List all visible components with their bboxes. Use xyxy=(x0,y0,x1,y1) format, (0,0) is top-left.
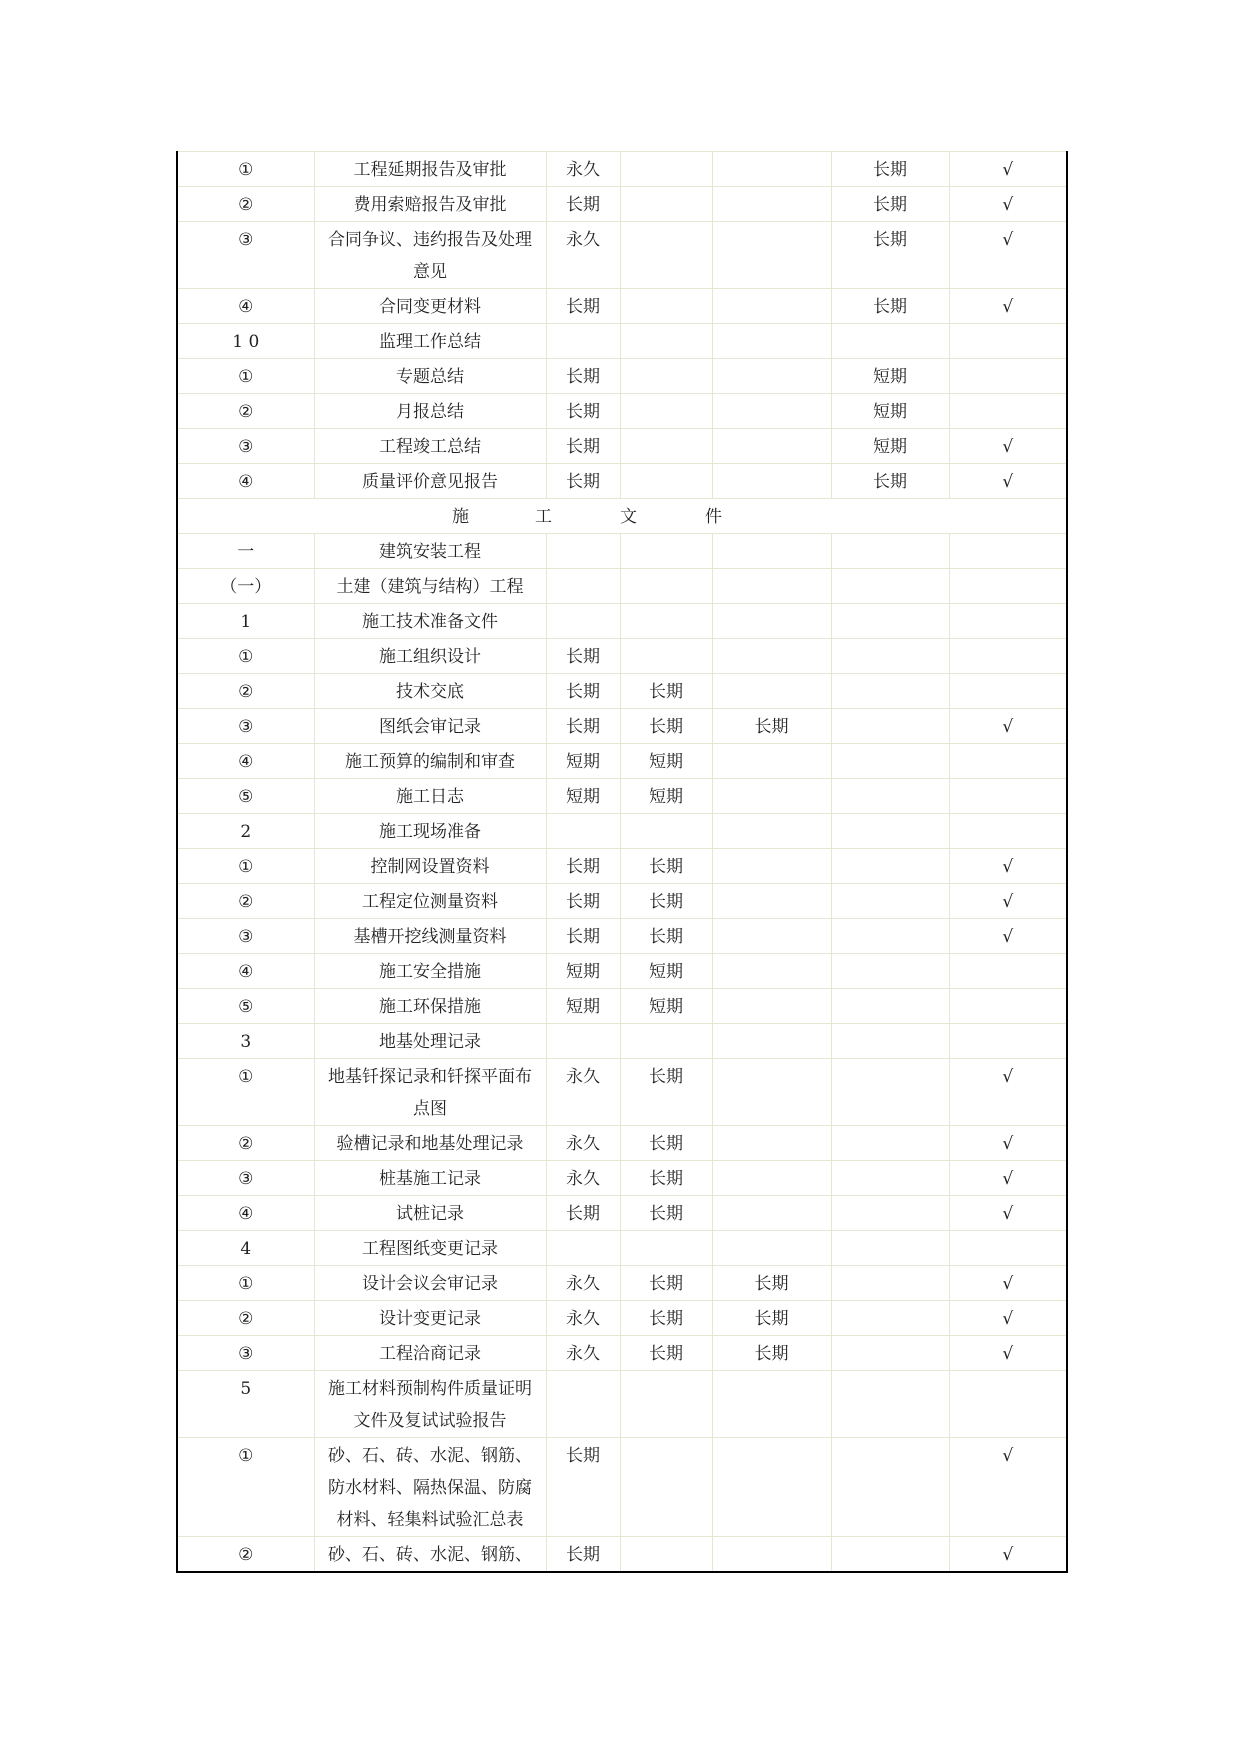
table-row xyxy=(177,1196,1067,1231)
retention-col-4-cell: 长期 xyxy=(831,222,949,289)
retention-col-4-cell xyxy=(831,1301,949,1336)
section-title-char: 施 xyxy=(452,507,469,527)
item-name-cell: 施工组织设计 xyxy=(314,639,546,674)
retention-col-2-cell: 长期 xyxy=(620,849,712,884)
retention-col-1-cell: 短期 xyxy=(546,779,620,814)
retention-col-1-cell: 长期 xyxy=(546,1537,620,1573)
section-title-char: 工 xyxy=(535,507,552,527)
retention-col-4-cell xyxy=(831,919,949,954)
table-row xyxy=(177,989,1067,1024)
item-number-cell: 1 xyxy=(177,604,314,639)
retention-col-2-cell: 长期 xyxy=(620,1301,712,1336)
retention-col-1-cell: 永久 xyxy=(546,1161,620,1196)
table-row xyxy=(177,289,1067,324)
retention-col-4-cell xyxy=(831,779,949,814)
table-row xyxy=(177,1336,1067,1371)
retention-col-3-cell xyxy=(712,534,831,569)
table-row xyxy=(177,359,1067,394)
retention-col-3-cell: 长期 xyxy=(712,1301,831,1336)
retention-col-4-cell: 长期 xyxy=(831,152,949,187)
table-row xyxy=(177,1537,1067,1573)
retention-col-4-cell xyxy=(831,709,949,744)
retention-col-3-cell xyxy=(712,569,831,604)
table-row xyxy=(177,814,1067,849)
table-row xyxy=(177,464,1067,499)
item-number-cell: ③ xyxy=(177,1161,314,1196)
retention-col-1-cell xyxy=(546,814,620,849)
item-name-cell: 基槽开挖线测量资料 xyxy=(314,919,546,954)
retention-col-1-cell: 永久 xyxy=(546,1059,620,1126)
retention-col-4-cell xyxy=(831,954,949,989)
retention-col-2-cell: 长期 xyxy=(620,1126,712,1161)
retention-col-1-cell: 长期 xyxy=(546,464,620,499)
section-title-char: 件 xyxy=(705,507,722,527)
retention-col-1-cell: 永久 xyxy=(546,222,620,289)
table-row xyxy=(177,1059,1067,1126)
item-name-cell: 工程延期报告及审批 xyxy=(314,152,546,187)
retention-col-4-cell xyxy=(831,569,949,604)
table-row xyxy=(177,919,1067,954)
item-name-cell: 图纸会审记录 xyxy=(314,709,546,744)
retention-col-4-cell xyxy=(831,1537,949,1573)
retention-col-1-cell: 长期 xyxy=(546,429,620,464)
retention-col-4-cell xyxy=(831,1161,949,1196)
retention-col-1-cell: 短期 xyxy=(546,744,620,779)
item-name-cell: 施工日志 xyxy=(314,779,546,814)
item-name-cell: 土建（建筑与结构）工程 xyxy=(314,569,546,604)
item-number-cell: ④ xyxy=(177,464,314,499)
item-name-cell: 设计会议会审记录 xyxy=(314,1266,546,1301)
archive-check-cell: √ xyxy=(949,709,1067,744)
retention-col-2-cell: 长期 xyxy=(620,919,712,954)
archive-retention-table xyxy=(176,151,1068,1573)
item-name-cell: 施工预算的编制和审查 xyxy=(314,744,546,779)
item-name-cell: 工程图纸变更记录 xyxy=(314,1231,546,1266)
retention-col-2-cell xyxy=(620,1438,712,1537)
table-row xyxy=(177,779,1067,814)
retention-col-4-cell xyxy=(831,1336,949,1371)
section-header-row xyxy=(177,499,1067,534)
retention-col-3-cell xyxy=(712,152,831,187)
retention-col-3-cell xyxy=(712,674,831,709)
retention-col-1-cell xyxy=(546,534,620,569)
retention-col-3-cell xyxy=(712,639,831,674)
retention-col-1-cell xyxy=(546,604,620,639)
retention-col-1-cell xyxy=(546,324,620,359)
archive-check-cell xyxy=(949,1231,1067,1266)
retention-col-4-cell: 短期 xyxy=(831,429,949,464)
item-name-cell: 试桩记录 xyxy=(314,1196,546,1231)
archive-check-cell xyxy=(949,1371,1067,1438)
retention-col-3-cell xyxy=(712,222,831,289)
archive-check-cell xyxy=(949,359,1067,394)
item-name-cell: 合同争议、违约报告及处理意见 xyxy=(314,222,546,289)
retention-col-4-cell xyxy=(831,639,949,674)
archive-check-cell: √ xyxy=(949,429,1067,464)
retention-col-2-cell xyxy=(620,289,712,324)
archive-check-cell: √ xyxy=(949,187,1067,222)
retention-col-4-cell xyxy=(831,604,949,639)
item-name-cell: 施工安全措施 xyxy=(314,954,546,989)
retention-col-4-cell xyxy=(831,674,949,709)
archive-check-cell xyxy=(949,744,1067,779)
table-row xyxy=(177,744,1067,779)
retention-col-4-cell: 短期 xyxy=(831,359,949,394)
retention-col-2-cell: 长期 xyxy=(620,1161,712,1196)
retention-col-1-cell: 永久 xyxy=(546,1336,620,1371)
archive-check-cell xyxy=(949,779,1067,814)
table-row xyxy=(177,1438,1067,1537)
archive-check-cell: √ xyxy=(949,1266,1067,1301)
retention-col-1-cell: 短期 xyxy=(546,954,620,989)
retention-col-3-cell: 长期 xyxy=(712,1266,831,1301)
archive-check-cell xyxy=(949,989,1067,1024)
item-number-cell: ③ xyxy=(177,1336,314,1371)
retention-col-2-cell: 长期 xyxy=(620,709,712,744)
table-row xyxy=(177,849,1067,884)
retention-col-3-cell xyxy=(712,814,831,849)
retention-col-3-cell: 长期 xyxy=(712,1336,831,1371)
table-row xyxy=(177,429,1067,464)
archive-check-cell xyxy=(949,394,1067,429)
table-row xyxy=(177,187,1067,222)
retention-col-3-cell xyxy=(712,187,831,222)
archive-check-cell xyxy=(949,674,1067,709)
archive-check-cell xyxy=(949,1024,1067,1059)
item-name-cell: 技术交底 xyxy=(314,674,546,709)
item-number-cell: ① xyxy=(177,639,314,674)
item-number-cell: ⑤ xyxy=(177,779,314,814)
archive-check-cell: √ xyxy=(949,1059,1067,1126)
item-name-cell: 地基钎探记录和钎探平面布点图 xyxy=(314,1059,546,1126)
table-row xyxy=(177,1126,1067,1161)
item-name-cell: 验槽记录和地基处理记录 xyxy=(314,1126,546,1161)
retention-col-3-cell xyxy=(712,1196,831,1231)
item-name-cell: 工程竣工总结 xyxy=(314,429,546,464)
retention-col-2-cell: 长期 xyxy=(620,1336,712,1371)
retention-col-2-cell: 短期 xyxy=(620,989,712,1024)
item-number-cell: ③ xyxy=(177,709,314,744)
item-name-cell: 月报总结 xyxy=(314,394,546,429)
item-number-cell: ① xyxy=(177,1059,314,1126)
retention-col-2-cell xyxy=(620,394,712,429)
retention-col-2-cell xyxy=(620,324,712,359)
retention-col-1-cell xyxy=(546,1231,620,1266)
item-name-cell: 费用索赔报告及审批 xyxy=(314,187,546,222)
retention-col-2-cell xyxy=(620,814,712,849)
archive-check-cell xyxy=(949,324,1067,359)
retention-col-1-cell: 永久 xyxy=(546,1301,620,1336)
item-name-cell: 施工现场准备 xyxy=(314,814,546,849)
retention-col-3-cell xyxy=(712,1438,831,1537)
retention-col-1-cell: 长期 xyxy=(546,919,620,954)
retention-col-2-cell xyxy=(620,1371,712,1438)
retention-col-3-cell xyxy=(712,359,831,394)
table-row xyxy=(177,152,1067,187)
table-row xyxy=(177,324,1067,359)
retention-col-2-cell xyxy=(620,429,712,464)
archive-check-cell xyxy=(949,954,1067,989)
item-name-cell: 建筑安装工程 xyxy=(314,534,546,569)
table-row xyxy=(177,1266,1067,1301)
retention-col-2-cell xyxy=(620,534,712,569)
archive-check-cell: √ xyxy=(949,289,1067,324)
item-number-cell: ② xyxy=(177,1126,314,1161)
table-row xyxy=(177,709,1067,744)
item-name-cell: 施工材料预制构件质量证明文件及复试试验报告 xyxy=(314,1371,546,1438)
item-number-cell: ③ xyxy=(177,919,314,954)
retention-col-1-cell: 长期 xyxy=(546,394,620,429)
retention-col-3-cell xyxy=(712,919,831,954)
retention-col-1-cell xyxy=(546,1371,620,1438)
retention-col-4-cell: 短期 xyxy=(831,394,949,429)
table-row xyxy=(177,639,1067,674)
item-number-cell: （一） xyxy=(177,569,314,604)
item-number-cell: ② xyxy=(177,674,314,709)
retention-col-4-cell xyxy=(831,1024,949,1059)
retention-col-3-cell xyxy=(712,604,831,639)
retention-col-2-cell: 长期 xyxy=(620,884,712,919)
retention-col-4-cell xyxy=(831,1059,949,1126)
item-number-cell: ① xyxy=(177,1438,314,1537)
item-number-cell: 4 xyxy=(177,1231,314,1266)
item-name-cell: 砂、石、砖、水泥、钢筋、 xyxy=(314,1537,546,1573)
retention-col-1-cell xyxy=(546,569,620,604)
table-row xyxy=(177,569,1067,604)
item-number-cell: 5 xyxy=(177,1371,314,1438)
item-name-cell: 合同变更材料 xyxy=(314,289,546,324)
retention-col-3-cell xyxy=(712,1231,831,1266)
item-number-cell: ② xyxy=(177,187,314,222)
item-name-cell: 质量评价意见报告 xyxy=(314,464,546,499)
item-name-cell: 工程洽商记录 xyxy=(314,1336,546,1371)
archive-check-cell: √ xyxy=(949,1537,1067,1573)
retention-col-4-cell: 长期 xyxy=(831,187,949,222)
item-name-cell: 地基处理记录 xyxy=(314,1024,546,1059)
archive-check-cell: √ xyxy=(949,152,1067,187)
retention-col-1-cell xyxy=(546,1024,620,1059)
retention-col-4-cell xyxy=(831,1126,949,1161)
item-number-cell: ② xyxy=(177,884,314,919)
retention-col-1-cell: 长期 xyxy=(546,884,620,919)
retention-col-2-cell xyxy=(620,187,712,222)
section-title-char: 文 xyxy=(620,507,637,527)
retention-col-2-cell: 长期 xyxy=(620,1266,712,1301)
archive-check-cell: √ xyxy=(949,1438,1067,1537)
retention-col-3-cell xyxy=(712,1161,831,1196)
retention-col-3-cell xyxy=(712,1537,831,1573)
retention-col-3-cell xyxy=(712,1371,831,1438)
retention-col-4-cell xyxy=(831,1231,949,1266)
retention-col-2-cell xyxy=(620,359,712,394)
archive-check-cell xyxy=(949,534,1067,569)
retention-col-3-cell: 长期 xyxy=(712,709,831,744)
table-row xyxy=(177,674,1067,709)
archive-check-cell: √ xyxy=(949,1301,1067,1336)
item-name-cell: 施工技术准备文件 xyxy=(314,604,546,639)
item-name-cell: 监理工作总结 xyxy=(314,324,546,359)
archive-check-cell xyxy=(949,604,1067,639)
item-number-cell: ① xyxy=(177,359,314,394)
retention-col-2-cell xyxy=(620,569,712,604)
retention-col-3-cell xyxy=(712,429,831,464)
archive-check-cell: √ xyxy=(949,1336,1067,1371)
retention-col-4-cell xyxy=(831,1196,949,1231)
retention-col-4-cell xyxy=(831,1371,949,1438)
retention-col-3-cell xyxy=(712,849,831,884)
retention-col-4-cell xyxy=(831,1266,949,1301)
retention-col-3-cell xyxy=(712,324,831,359)
item-number-cell: ① xyxy=(177,849,314,884)
archive-check-cell xyxy=(949,814,1067,849)
item-number-cell: ④ xyxy=(177,954,314,989)
retention-col-3-cell xyxy=(712,779,831,814)
archive-check-cell: √ xyxy=(949,884,1067,919)
archive-check-cell: √ xyxy=(949,1196,1067,1231)
table-row xyxy=(177,1024,1067,1059)
table-row xyxy=(177,394,1067,429)
item-number-cell: ④ xyxy=(177,289,314,324)
retention-col-4-cell xyxy=(831,814,949,849)
item-number-cell: ③ xyxy=(177,222,314,289)
table-row xyxy=(177,954,1067,989)
retention-col-1-cell: 长期 xyxy=(546,1196,620,1231)
retention-col-4-cell xyxy=(831,849,949,884)
item-number-cell: 1 0 xyxy=(177,324,314,359)
item-name-cell: 桩基施工记录 xyxy=(314,1161,546,1196)
table-row xyxy=(177,1301,1067,1336)
retention-col-2-cell xyxy=(620,1231,712,1266)
table-row xyxy=(177,884,1067,919)
archive-check-cell: √ xyxy=(949,222,1067,289)
retention-col-4-cell xyxy=(831,884,949,919)
retention-col-4-cell: 长期 xyxy=(831,464,949,499)
item-name-cell: 设计变更记录 xyxy=(314,1301,546,1336)
item-number-cell: ② xyxy=(177,1537,314,1573)
item-number-cell: ④ xyxy=(177,1196,314,1231)
retention-col-2-cell: 长期 xyxy=(620,1196,712,1231)
retention-col-3-cell xyxy=(712,464,831,499)
archive-check-cell: √ xyxy=(949,464,1067,499)
retention-col-2-cell xyxy=(620,152,712,187)
table-row xyxy=(177,604,1067,639)
retention-col-2-cell xyxy=(620,639,712,674)
retention-col-2-cell: 短期 xyxy=(620,779,712,814)
item-number-cell: ④ xyxy=(177,744,314,779)
retention-col-1-cell: 长期 xyxy=(546,709,620,744)
retention-col-1-cell: 长期 xyxy=(546,639,620,674)
retention-col-1-cell: 永久 xyxy=(546,152,620,187)
archive-check-cell xyxy=(949,569,1067,604)
retention-col-2-cell xyxy=(620,222,712,289)
item-number-cell: 3 xyxy=(177,1024,314,1059)
table-row xyxy=(177,534,1067,569)
archive-check-cell: √ xyxy=(949,849,1067,884)
item-number-cell: ① xyxy=(177,152,314,187)
retention-col-3-cell xyxy=(712,1126,831,1161)
retention-col-1-cell: 永久 xyxy=(546,1266,620,1301)
item-number-cell: 2 xyxy=(177,814,314,849)
retention-col-3-cell xyxy=(712,289,831,324)
table-row xyxy=(177,1231,1067,1266)
item-name-cell: 专题总结 xyxy=(314,359,546,394)
retention-col-3-cell xyxy=(712,394,831,429)
retention-col-2-cell xyxy=(620,604,712,639)
retention-col-2-cell: 短期 xyxy=(620,744,712,779)
item-number-cell: 一 xyxy=(177,534,314,569)
retention-col-1-cell: 长期 xyxy=(546,849,620,884)
retention-col-1-cell: 长期 xyxy=(546,674,620,709)
item-name-cell: 控制网设置资料 xyxy=(314,849,546,884)
archive-check-cell: √ xyxy=(949,1161,1067,1196)
retention-col-3-cell xyxy=(712,884,831,919)
retention-col-1-cell: 长期 xyxy=(546,359,620,394)
archive-check-cell xyxy=(949,639,1067,674)
retention-col-2-cell: 短期 xyxy=(620,954,712,989)
archive-check-cell: √ xyxy=(949,1126,1067,1161)
retention-col-3-cell xyxy=(712,1059,831,1126)
retention-col-2-cell: 长期 xyxy=(620,1059,712,1126)
retention-col-4-cell xyxy=(831,744,949,779)
retention-col-2-cell: 长期 xyxy=(620,674,712,709)
table-row xyxy=(177,1371,1067,1438)
item-name-cell: 砂、石、砖、水泥、钢筋、防水材料、隔热保温、防腐材料、轻集料试验汇总表 xyxy=(314,1438,546,1537)
item-number-cell: ⑤ xyxy=(177,989,314,1024)
archive-check-cell: √ xyxy=(949,919,1067,954)
item-name-cell: 工程定位测量资料 xyxy=(314,884,546,919)
retention-col-4-cell xyxy=(831,324,949,359)
retention-col-1-cell: 长期 xyxy=(546,289,620,324)
item-name-cell: 施工环保措施 xyxy=(314,989,546,1024)
retention-col-1-cell: 长期 xyxy=(546,187,620,222)
item-number-cell: ② xyxy=(177,1301,314,1336)
table-row xyxy=(177,1161,1067,1196)
retention-col-4-cell xyxy=(831,1438,949,1537)
item-number-cell: ② xyxy=(177,394,314,429)
retention-col-3-cell xyxy=(712,954,831,989)
retention-col-2-cell xyxy=(620,1024,712,1059)
retention-col-3-cell xyxy=(712,989,831,1024)
retention-col-3-cell xyxy=(712,1024,831,1059)
item-number-cell: ③ xyxy=(177,429,314,464)
retention-col-4-cell xyxy=(831,534,949,569)
table-row xyxy=(177,222,1067,289)
retention-col-2-cell xyxy=(620,1537,712,1573)
item-number-cell: ① xyxy=(177,1266,314,1301)
retention-col-4-cell: 长期 xyxy=(831,289,949,324)
retention-col-1-cell: 长期 xyxy=(546,1438,620,1537)
retention-col-3-cell xyxy=(712,744,831,779)
section-title xyxy=(177,499,1067,534)
retention-col-1-cell: 短期 xyxy=(546,989,620,1024)
retention-col-2-cell xyxy=(620,464,712,499)
retention-col-1-cell: 永久 xyxy=(546,1126,620,1161)
table-body xyxy=(177,152,1067,1573)
retention-col-4-cell xyxy=(831,989,949,1024)
